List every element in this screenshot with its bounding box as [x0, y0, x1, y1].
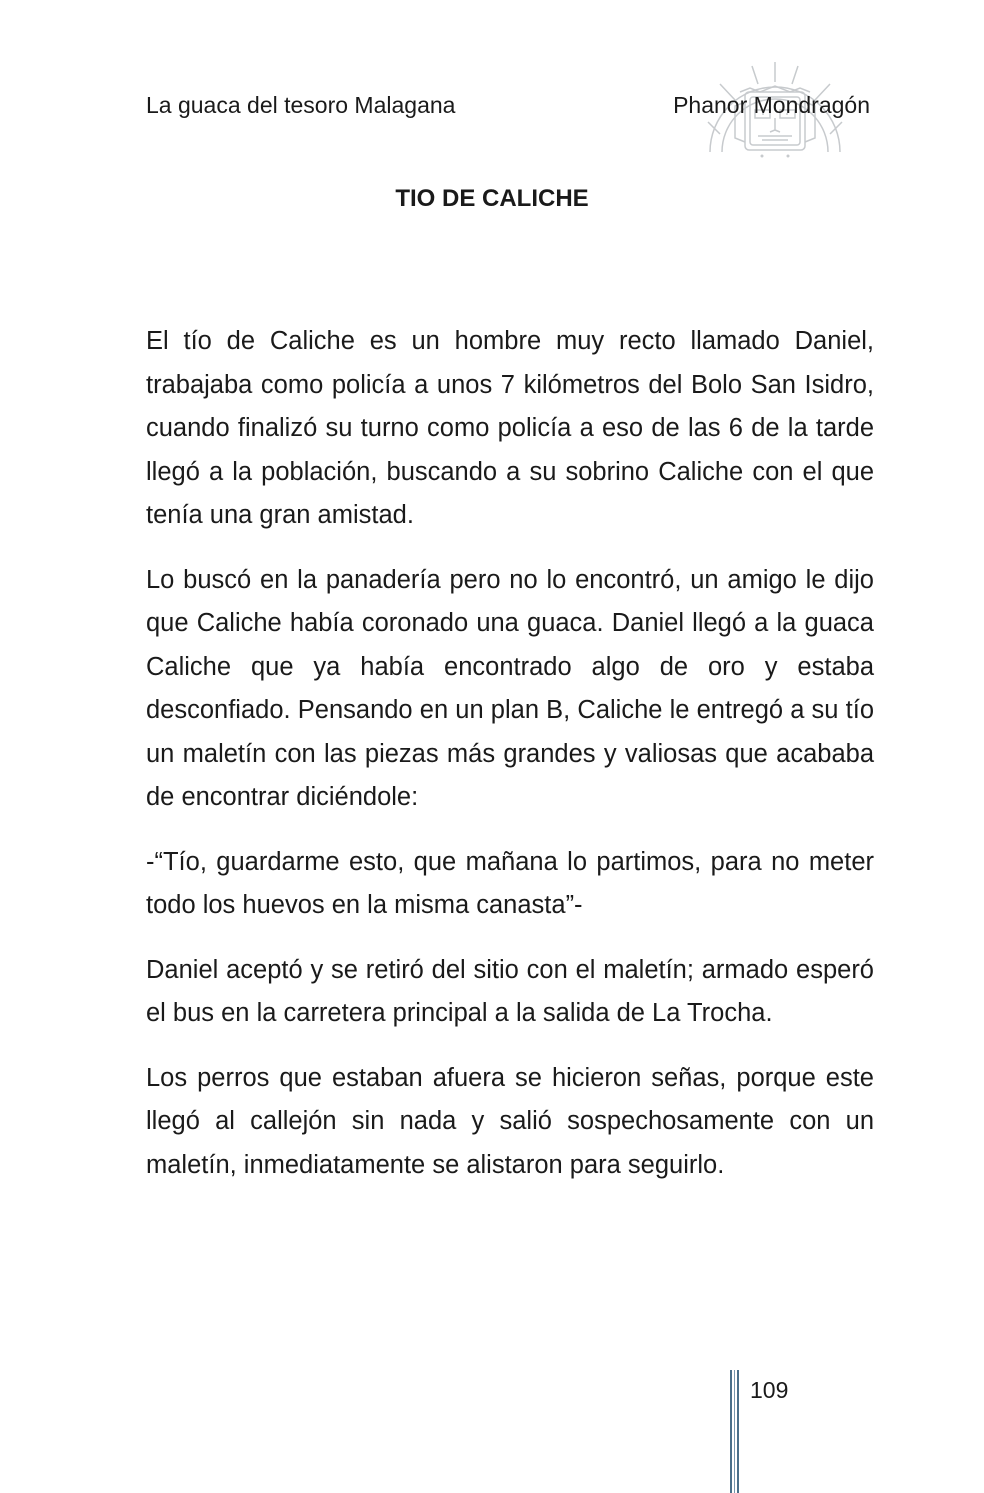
running-header-author: Phanor Mondragón [673, 92, 870, 118]
paragraph: Lo buscó en la panadería pero no lo encontró, un amigo le dijo que Caliche había coronado una guaca. Daniel llegó a la guaca Caliche que ya había encontrado algo de oro y estaba desconfiado. Pensando en un plan B, Caliche le entregó a su tío un maletín con las piezas más grandes y valiosas que acababa de encontrar diciéndole: [146, 565, 874, 811]
paragraph: El tío de Caliche es un hombre muy recto llamado Daniel, trabajaba como policía a unos 7 kilómetros del Bolo San Isidro, cuando finalizó su turno como policía a eso de las 6 de la tarde llegó a la población, buscando a su sobrino Caliche con el que tenía una gran amistad. [146, 327, 874, 529]
page-number: 109 [750, 1377, 789, 1403]
chapter-body [146, 320, 874, 1208]
footer-divider [730, 1370, 739, 1493]
paragraph: Daniel aceptó y se retiró del sitio con el maletín; armado esperó el bus en la carretera principal a la salida de La Trocha. [146, 955, 874, 1027]
chapter-title: TIO DE CALICHE [395, 185, 589, 212]
running-header-book-title: La guaca del tesoro Malagana [146, 92, 456, 118]
paragraph: Los perros que estaban afuera se hicieron señas, porque este llegó al callejón sin nada y salió sospechosamente con un maletín, inmediatamente se alistaron para seguirlo. [146, 1063, 874, 1179]
paragraph: -“Tío, guardarme esto, que mañana lo partimos, para no meter todo los huevos en la misma canasta”- [146, 847, 874, 919]
